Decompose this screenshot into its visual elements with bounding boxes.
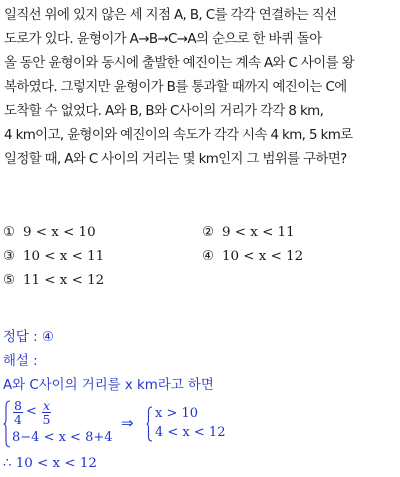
answer-choices [3, 221, 399, 293]
left-brace-icon [146, 406, 153, 442]
problem-line: 일정할 때, A와 C 사이의 거리는 몇 km인지 그 범위를 구하면? [4, 152, 347, 167]
problem-text [4, 4, 398, 172]
choice-4[interactable] [202, 245, 303, 269]
system-right [155, 404, 225, 442]
choice-2[interactable] [202, 221, 295, 245]
implies-arrow: ⇒ [121, 414, 134, 432]
choice-3[interactable] [3, 245, 104, 269]
solution-block [3, 326, 399, 476]
choice-text: 10 < x < 12 [222, 249, 304, 264]
choice-1[interactable] [3, 221, 96, 245]
system-row-2: 8−4 < x < 8+4 [12, 430, 113, 445]
conclusion-line: ∴ 10 < x < 12 [3, 456, 97, 471]
choice-text: 9 < x < 10 [23, 225, 96, 240]
choice-text: 9 < x < 11 [222, 225, 295, 240]
system-right-row-2: 4 < x < 12 [155, 425, 226, 440]
left-brace-icon [3, 400, 11, 448]
choice-number: ⑤ [3, 273, 16, 288]
choice-number: ④ [202, 249, 215, 264]
choice-text: 11 < x < 12 [23, 273, 105, 288]
problem-line: 올 동안 윤형이와 동시에 출발한 예진이는 계속 A와 C 사이를 왕 [4, 56, 354, 71]
setup-line: A와 C사이의 거리를 x km라고 하면 [3, 378, 214, 393]
fraction: $\frac{x}{5}$ [42, 398, 51, 427]
problem-line: 4 km이고, 윤형이와 예진이의 속도가 각각 시속 4 km, 5 km로 [4, 128, 353, 143]
explanation-label: 해설 : [3, 354, 38, 369]
choice-number: ① [3, 225, 16, 240]
choice-5[interactable] [3, 269, 104, 293]
choice-number: ② [202, 225, 215, 240]
answer-line: 정답 : ④ [3, 330, 54, 345]
problem-line: 일직선 위에 있지 않은 세 지점 A, B, C를 각각 연결하는 직선 [4, 8, 337, 23]
fraction: $\frac{8}{4}$ [14, 398, 22, 427]
choice-text: 10 < x < 11 [23, 249, 105, 264]
inequality-system [3, 400, 399, 448]
system-right-row-1: x > 10 [155, 406, 199, 421]
choice-number: ③ [3, 249, 16, 264]
problem-line: 복하였다. 그렇지만 윤형이가 B를 통과할 때까지 예진이는 C에 [4, 80, 347, 95]
system-left [12, 400, 132, 448]
problem-line: 도로가 있다. 윤형이가 A→B→C→A의 순으로 한 바퀴 돌아 [4, 32, 322, 47]
problem-line: 도착할 수 없었다. A와 B, B와 C사이의 거리가 각각 8 km, [4, 104, 324, 119]
less-than-sign: < [26, 404, 37, 419]
